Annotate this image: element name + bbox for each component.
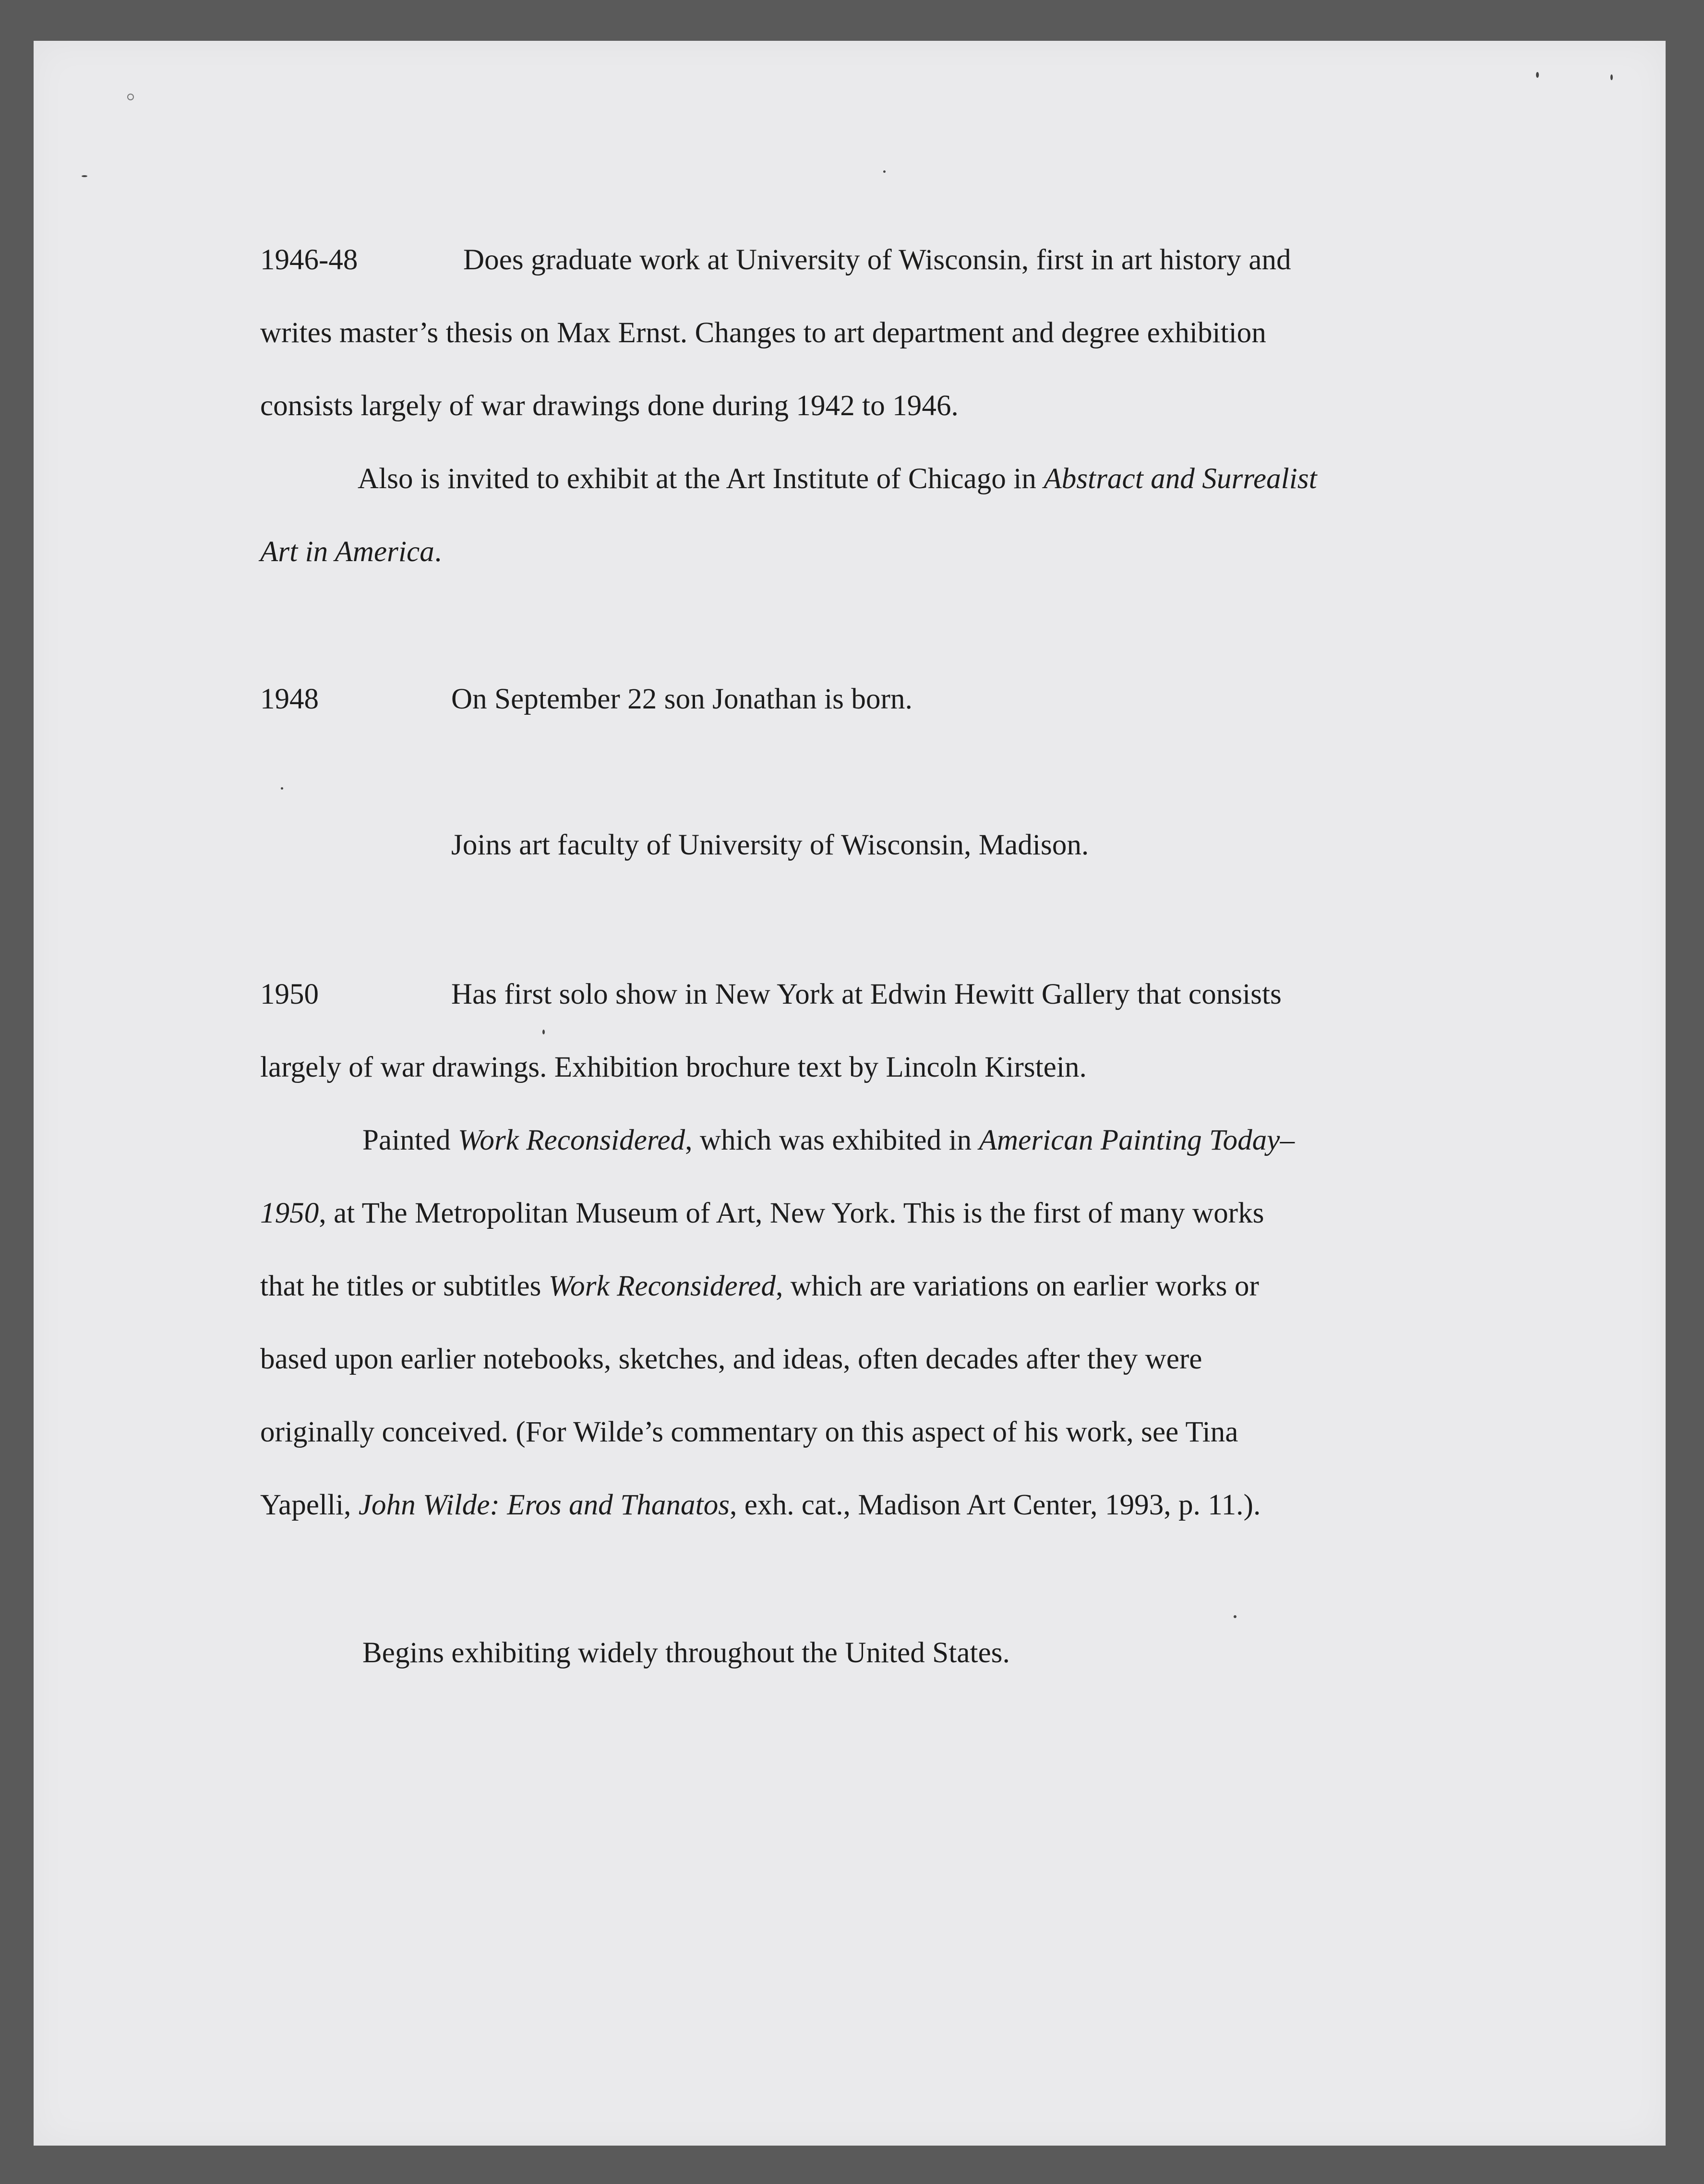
entry-paragraph-line: that he titles or subtitles Work Reconsidered, which are variations on earlier works or xyxy=(260,1270,1260,1302)
scan-speck xyxy=(127,94,134,100)
entry-text-line: Joins art faculty of University of Wisconsin, Madison. xyxy=(451,829,1089,861)
entry-text-line: Does graduate work at University of Wisconsin, first in art history and xyxy=(463,244,1291,276)
entry-paragraph-line: based upon earlier notebooks, sketches, and ideas, often decades after they were xyxy=(260,1343,1202,1375)
publication-title: John Wilde: Eros and Thanatos xyxy=(358,1489,730,1521)
scan-speck xyxy=(281,787,283,790)
entry-text-line: writes master’s thesis on Max Ernst. Changes to art department and degree exhibition xyxy=(260,317,1267,349)
exhibition-title: Abstract and Surrealist xyxy=(1044,463,1317,495)
entry-paragraph-line: 1950, at The Metropolitan Museum of Art, New York. This is the first of many works xyxy=(260,1197,1264,1229)
entry-paragraph-line: Yapelli, John Wilde: Eros and Thanatos, exh. cat., Madison Art Center, 1993, p. 11.). xyxy=(260,1489,1261,1521)
entry-year: 1946-48 xyxy=(260,244,358,276)
entry-year: 1948 xyxy=(260,683,319,715)
scan-speck xyxy=(82,175,87,177)
entry-paragraph-line: originally conceived. (For Wilde’s commentary on this aspect of his work, see Tina xyxy=(260,1416,1238,1448)
scan-speck xyxy=(1610,74,1613,80)
entry-paragraph-line: Painted Work Reconsidered, which was exhibited in American Painting Today– xyxy=(362,1124,1295,1156)
scan-speck xyxy=(1234,1615,1236,1618)
artwork-title: Work Reconsidered xyxy=(548,1270,776,1302)
entry-paragraph-line: Begins exhibiting widely throughout the United States. xyxy=(362,1637,1010,1669)
entry-year: 1950 xyxy=(260,978,319,1010)
scan-speck xyxy=(1536,72,1539,78)
entry-text-line: On September 22 son Jonathan is born. xyxy=(451,683,912,715)
exhibition-title: American Painting Today– xyxy=(979,1124,1295,1156)
artwork-title: Work Reconsidered xyxy=(458,1124,685,1156)
entry-text-line: Has first solo show in New York at Edwin Hewitt Gallery that consists xyxy=(451,978,1282,1010)
document-page xyxy=(34,41,1666,2146)
entry-text-line: largely of war drawings. Exhibition brochure text by Lincoln Kirstein. xyxy=(260,1051,1087,1083)
entry-paragraph-line: Also is invited to exhibit at the Art Institute of Chicago in Abstract and Surrealist xyxy=(358,463,1317,495)
exhibition-title: Art in America xyxy=(260,536,434,568)
entry-paragraph-line: Art in America. xyxy=(260,536,442,568)
entry-text-line: consists largely of war drawings done during 1942 to 1946. xyxy=(260,390,959,422)
exhibition-title: 1950 xyxy=(260,1197,319,1229)
scan-speck xyxy=(883,170,886,173)
